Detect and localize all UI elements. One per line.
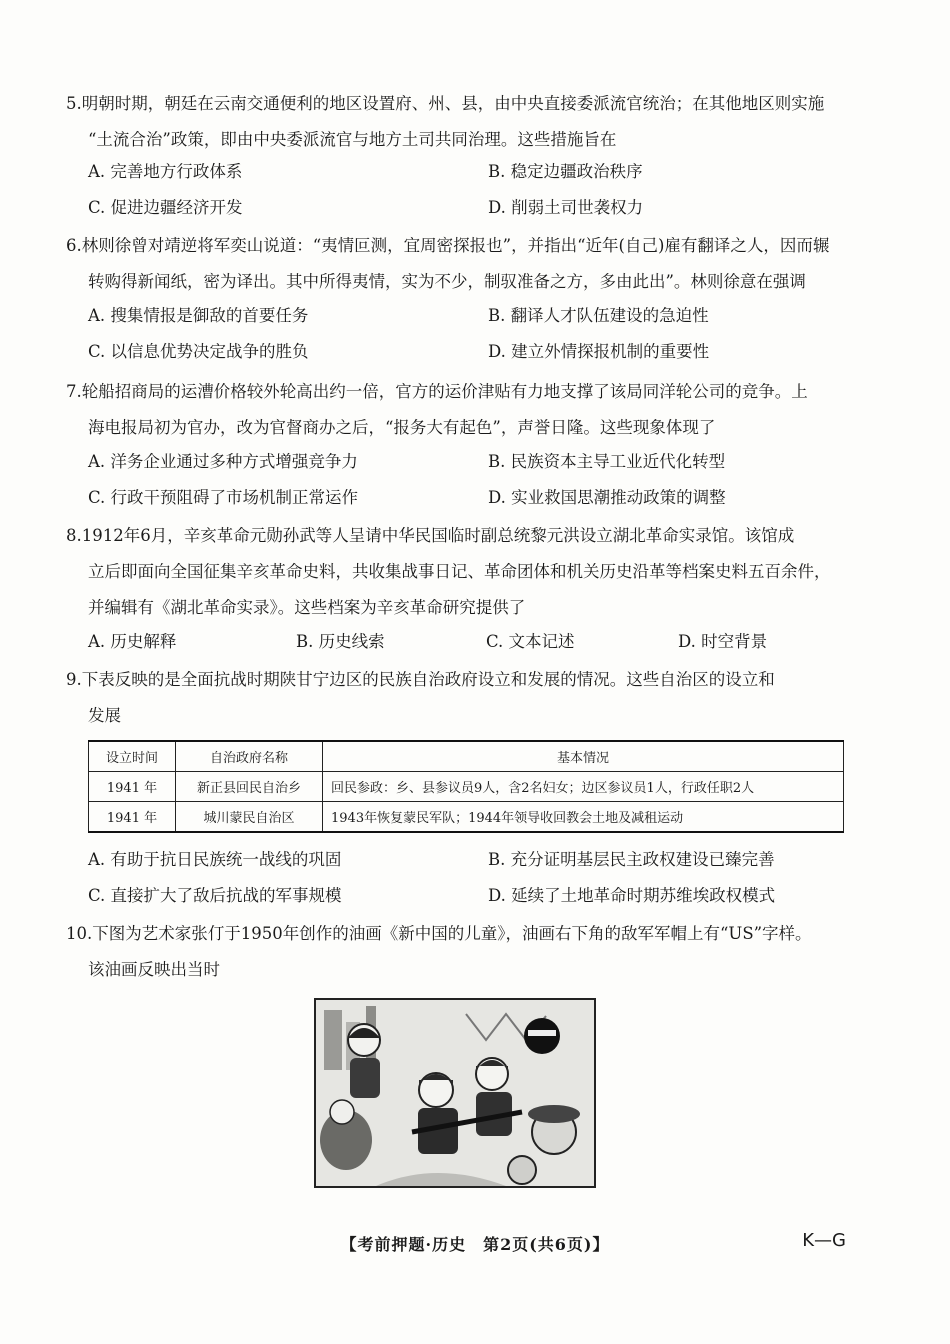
table-cell: 1943年恢复蒙民军队；1944年领导收回教会土地及减租运动: [323, 802, 844, 833]
option-b[interactable]: B. 民族资本主导工业近代化转型: [488, 452, 726, 471]
table-row: [89, 772, 844, 802]
stem-line: 9.下表反映的是全面抗战时期陕甘宁边区的民族自治政府设立和发展的情况。这些自治区的设立和: [66, 670, 775, 689]
question-5-stem: [66, 86, 856, 158]
question-8-options: [88, 624, 848, 660]
option-b[interactable]: B. 充分证明基层民主政权建设已臻完善: [488, 850, 775, 869]
question-9-options: [88, 842, 848, 914]
option-a[interactable]: A. 有助于抗日民族统一战线的巩固: [88, 850, 342, 869]
question-7-options: [88, 444, 848, 516]
stem-line: 发展: [88, 706, 121, 725]
oil-painting-image: [314, 998, 596, 1188]
option-c[interactable]: C. 文本记述: [486, 632, 575, 651]
option-b[interactable]: B. 稳定边疆政治秩序: [488, 162, 643, 181]
stem-line: 转购得新闻纸，密为译出。其中所得夷情，实为不少，制驭准备之方，多由此出”。林则徐意在强调: [88, 272, 806, 291]
page-footer: 【考前押题·历史 第2页(共6页)】: [340, 1235, 610, 1254]
table-header: 设立时间: [89, 741, 176, 772]
option-d[interactable]: D. 建立外情探报机制的重要性: [488, 342, 710, 361]
option-c[interactable]: C. 促进边疆经济开发: [88, 198, 243, 217]
table-header: 基本情况: [323, 741, 844, 772]
stem-line: 5.明朝时期，朝廷在云南交通便利的地区设置府、州、县，由中央直接委派流官统治；在其他地区则实施: [66, 94, 825, 113]
question-9-stem: [66, 662, 856, 734]
option-a[interactable]: A. 历史解释: [88, 632, 177, 651]
table-cell: 1941 年: [89, 802, 176, 833]
table-row: [89, 802, 844, 833]
option-d[interactable]: D. 时空背景: [678, 632, 768, 651]
stem-line: 海电报局初为官办，改为官督商办之后，“报务大有起色”，声誉日隆。这些现象体现了: [88, 418, 716, 437]
option-c[interactable]: C. 行政干预阻碍了市场机制正常运作: [88, 488, 359, 507]
option-a[interactable]: A. 完善地方行政体系: [88, 162, 243, 181]
question-5-options: [88, 154, 848, 226]
option-a[interactable]: A. 洋务企业通过多种方式增强竞争力: [88, 452, 358, 471]
stem-line: 6.林则徐曾对靖逆将军奕山说道：“夷情叵测，宜周密探报也”，并指出“近年(自己)雇有翻译之人，因而辗: [66, 236, 830, 255]
stem-line: 8.1912年6月，辛亥革命元勋孙武等人呈请中华民国临时副总统黎元洪设立湖北革命实录馆。该馆成: [66, 526, 795, 545]
option-c[interactable]: C. 直接扩大了敌后抗战的军事规模: [88, 886, 342, 905]
table-cell: 1941 年: [89, 772, 176, 802]
table-header-row: [89, 741, 844, 772]
option-d[interactable]: D. 实业救国思潮推动政策的调整: [488, 488, 726, 507]
question-6-stem: [66, 228, 856, 300]
painting-illustration: [316, 1000, 594, 1186]
question-10-stem: [66, 916, 856, 988]
stem-line: “土流合治”政策，即由中央委派流官与地方土司共同治理。这些措施旨在: [88, 130, 617, 149]
stem-line: 并编辑有《湖北革命实录》。这些档案为辛亥革命研究提供了: [88, 598, 526, 617]
option-b[interactable]: B. 历史线索: [296, 632, 385, 651]
question-6-options: [88, 298, 848, 370]
table-cell: 新正县回民自治乡: [176, 772, 323, 802]
question-8-stem: [66, 518, 856, 626]
question-7-stem: [66, 374, 856, 446]
option-b[interactable]: B. 翻译人才队伍建设的急迫性: [488, 306, 709, 325]
stem-line: 7.轮船招商局的运漕价格较外轮高出约一倍，官方的运价津贴有力地支撑了该局同洋轮公司的竞争。上: [66, 382, 808, 401]
autonomy-table: [88, 740, 844, 833]
option-a[interactable]: A. 搜集情报是御敌的首要任务: [88, 306, 309, 325]
paper-code: K—G: [802, 1230, 846, 1251]
stem-line: 该油画反映出当时: [88, 960, 220, 979]
table-header: 自治政府名称: [176, 741, 323, 772]
option-d[interactable]: D. 延续了土地革命时期苏维埃政权模式: [488, 886, 776, 905]
option-c[interactable]: C. 以信息优势决定战争的胜负: [88, 342, 309, 361]
option-d[interactable]: D. 削弱土司世袭权力: [488, 198, 644, 217]
table-cell: 城川蒙民自治区: [176, 802, 323, 833]
stem-line: 立后即面向全国征集辛亥革命史料，共收集战事日记、革命团体和机关历史沿革等档案史料五百余件，: [88, 562, 831, 581]
stem-line: 10.下图为艺术家张仃于1950年创作的油画《新中国的儿童》，油画右下角的敌军军帽上有“US”字样。: [66, 924, 812, 943]
table-cell: 回民参政：乡、县参议员9人，含2名妇女；边区参议员1人，行政任职2人: [323, 772, 844, 802]
